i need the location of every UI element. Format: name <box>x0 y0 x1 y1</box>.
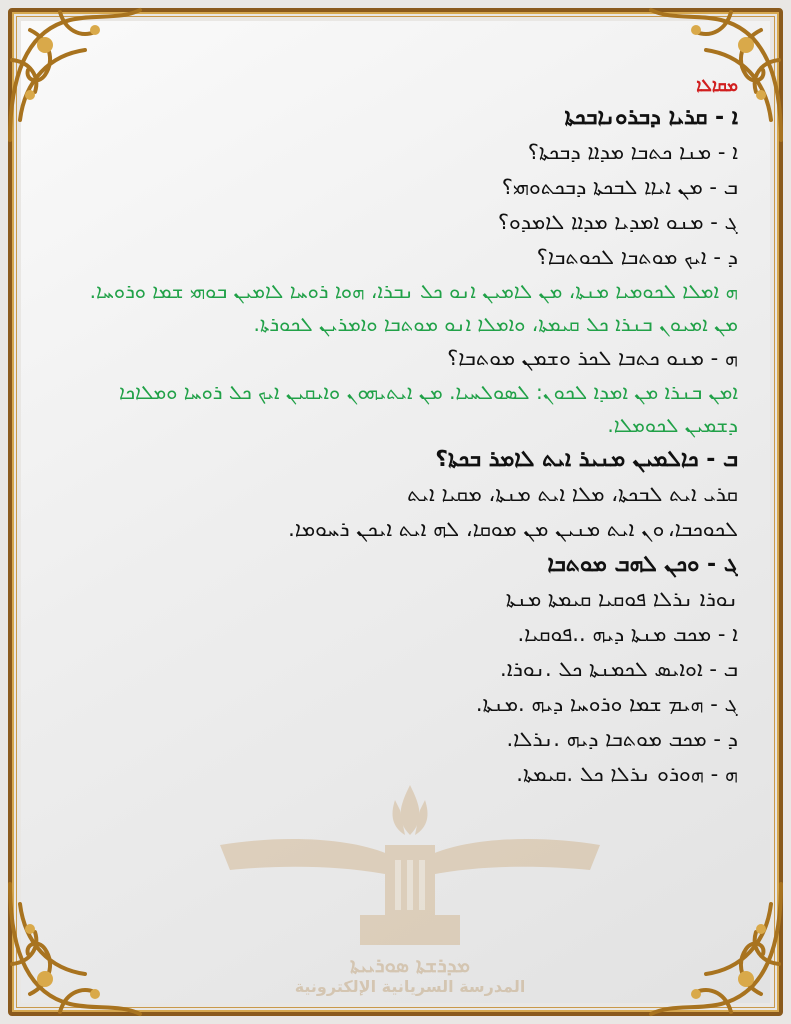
section-heading: ܐ - ܩܪܝܐ ܕܒܪܘܢܐܒܟܬܐ <box>564 105 738 130</box>
text-line: ܒ - ܐܘܐܝܣ ܠܟܡܢܬܐ ܟܠ .ܢܘܪܐ. <box>500 657 738 681</box>
lesson-lines <box>60 100 738 792</box>
question-line: ܓ - ܡܢܘ ܐܡܕܝܐ ܡܕܐܐ ܠܐܡܕܘ؟ <box>497 210 738 234</box>
text-line: ܢܘܪܐ ܢܪܠܐ ܦܘܩܝܐ ܩܝܡܬܐ ܡܢܬܐ <box>505 587 738 611</box>
answer-text: ܐܡܢ ܒܢܪܐ ܡܢ ܐܡܕܐ ܠܟܘܢ: ܠܣܘܠܚܝܐ. ܡܢ ܐܝܬܝܗܘܢ ܘܐܝܩܝܢ ܐܝܟ ܟܠ ܪܘܚܐ ܘܡܠܐܟܐ ܕܫܡܝܢ ܠܟܘܡܠܐ. <box>118 380 738 437</box>
answer-text: ܡܢ ܐܡܝܘܢ ܒܢܪܐ ܟܠ ܩܝܡܬܐ، ܘܐܡܠܐ ܐܢܘ ܡܘܬܒܐ ܘܐܡܪܝܢ ܠܟܘܪܬܐ. <box>253 312 738 336</box>
answer-text: ܗ ܐܡܠܐ ܠܟܘܡܝܐ ܡܢܬܐ، ܡܢ ܠܐܡܝܢ ܐܢܘ ܟܠ ܢܒܪܐ، ܗܘܐ ܪܘܚܐ ܠܐܡܝܢ ܒܘܗܝ ܫܡܐ ܘܪܘܚܐ. <box>89 279 738 303</box>
text-line: ܗ - ܗܘܪܘ ܢܪܠܐ ܟܠ .ܩܝܡܬܐ. <box>516 762 738 786</box>
text-line: ܐ - ܡܟܒ ܡܢܬܐ ܕܝܗ ..ܦܘܩܝܐ. <box>517 622 738 646</box>
section-heading: ܒ - ܟܐܠܡܝܢ ܡܢܝܪ ܐܝܬ ܠܐܡܪ ܒܟܬܐ؟ <box>435 447 738 472</box>
text-line: ܓ - ܗܝܡ ܫܡܐ ܘܪܘܚܐ ܕܝܗ .ܡܢܬܐ. <box>475 692 738 716</box>
corner-ornament-icon <box>641 874 791 1024</box>
text-line: ܩܪܝ ܐܝܬ ܠܒܟܬܐ، ܡܠܐ ܐܝܬ ܡܢܬܐ، ܡܩܝܐ ܐܝܬ <box>407 482 738 506</box>
watermark-arabic-text: المدرسة السريانية الإلكترونية <box>294 977 526 996</box>
question-line: ܗ - ܡܢܘ ܟܬܒܐ ܠܟܪ ܘܫܡܢ ܡܘܬܒܐ؟ <box>447 346 738 370</box>
question-line: ܐ - ܡܢܐ ܟܬܒܐ ܡܕܐܐ ܕܒܟܬܐ؟ <box>527 140 738 164</box>
text-line: ܠܟܘܟܒܐ، ܘܢ ܐܝܬ ܡܢܝܢ ܡܢ ܡܘܩܐ، ܠܗ ܐܝܬ ܐܝܟܢ ܪܚܘܡܐ. <box>288 517 738 541</box>
text-line: ܕ - ܡܟܒ ܡܘܬܒܐ ܕܝܗ .ܢܪܠܐ. <box>506 727 738 751</box>
corner-ornament-icon <box>0 874 150 1024</box>
question-line: ܕ - ܐܝܟ ܡܘܬܒܐ ܠܟܘܬܒܐ؟ <box>536 245 738 269</box>
page-title: ܡܩܐܠܐ <box>696 76 738 96</box>
lesson-content <box>60 72 738 792</box>
question-line: ܒ - ܡܢ ܐܝܐܐ ܠܒܟܬܐ ܕܒܟܬܘܗܝ؟ <box>501 175 738 199</box>
section-heading: ܓ - ܘܟܢ ܠܗܒ ܡܘܬܒܐ <box>547 552 738 577</box>
watermark-logo-text: ܡܕܪܫܬܐ ܣܘܪܝܝܬܐ <box>350 953 470 977</box>
